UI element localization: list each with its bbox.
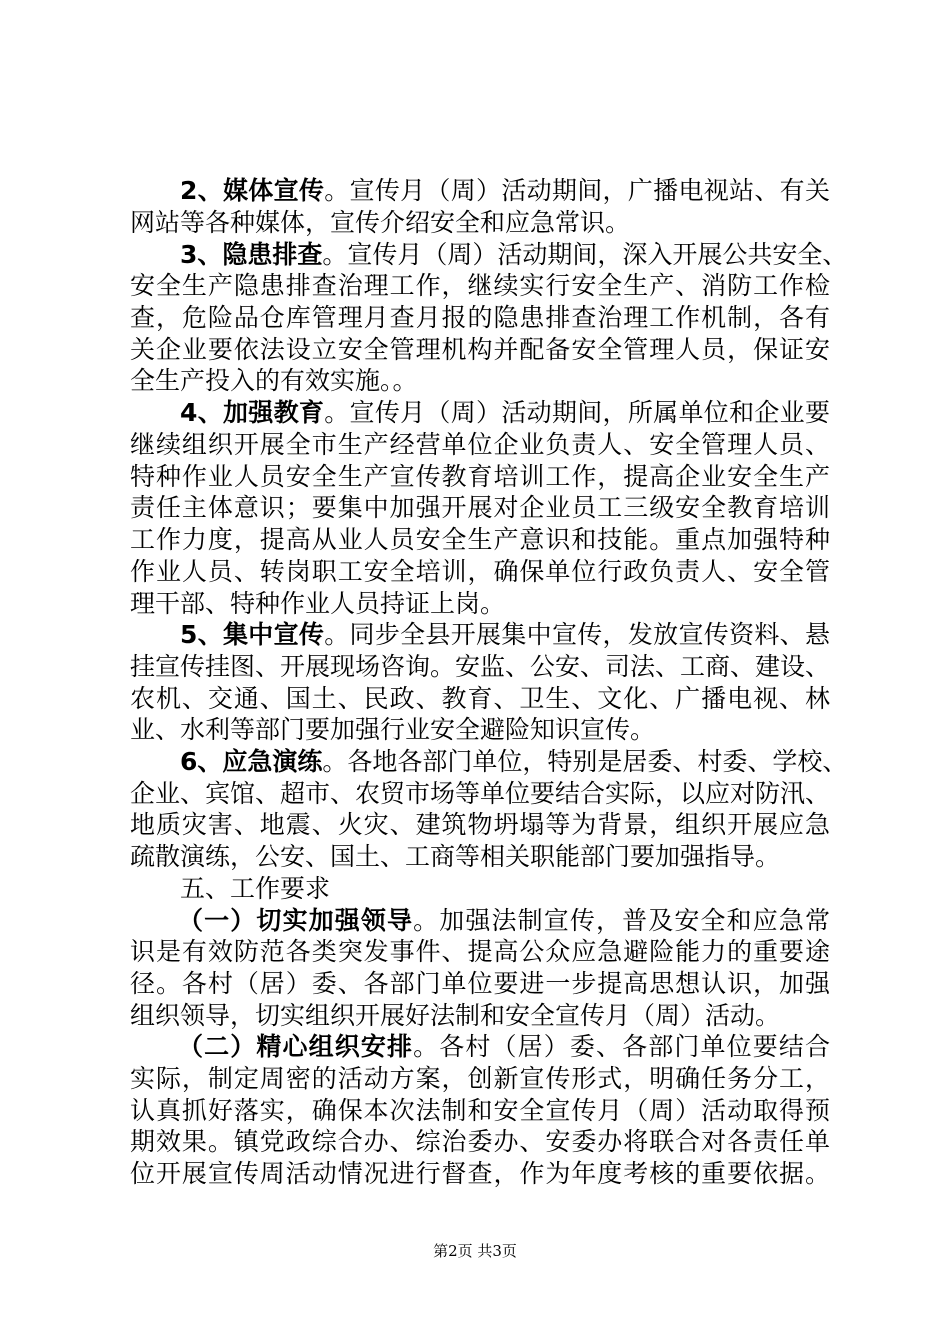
- paragraph-3-line-2: 安全生产隐患排查治理工作，继续实行安全生产、消防工作检: [130, 271, 830, 300]
- paragraph-2-heading: 2、媒体宣传: [180, 176, 325, 205]
- paragraph-6-line-3: 地质灾害、地震、火灾、建筑物坍塌等为背景，组织开展应急: [130, 810, 830, 839]
- paragraph-2-line-2: 网站等各种媒体，宣传介绍安全和应急常识。: [130, 208, 631, 237]
- paragraph-3-line-1: [180, 238, 848, 272]
- paragraph-4-line-7: 理干部、特种作业人员持证上岗。: [130, 589, 506, 618]
- paragraph-6-text: 。各地各部门单位，特别是居委、村委、学校、: [322, 747, 848, 776]
- paragraph-4-line-1: [180, 396, 830, 430]
- requirement-2-line-2: 实际，制定周密的活动方案，创新宣传形式，明确任务分工，: [130, 1064, 830, 1093]
- paragraph-6-line-4: 疏散演练，公安、国土、工商等相关职能部门要加强指导。: [130, 842, 781, 871]
- requirement-2-line-3: 认真抓好落实，确保本次法制和安全宣传月（周）活动取得预: [130, 1096, 830, 1125]
- paragraph-5-line-2: 挂宣传挂图、开展现场咨询。安监、公安、司法、工商、建设、: [130, 652, 831, 681]
- paragraph-4-line-3: 特种作业人员安全生产宣传教育培训工作，提高企业安全生产: [130, 462, 830, 491]
- paragraph-3-line-5: 全生产投入的有效实施。。: [130, 366, 418, 395]
- paragraph-5-text: 。同步全县开展集中宣传，发放宣传资料、悬: [324, 620, 830, 649]
- paragraph-2-line-1: [180, 174, 830, 208]
- paragraph-4-line-2: 继续组织开展全市生产经营单位企业负责人、安全管理人员、: [130, 430, 830, 459]
- paragraph-2-text: 。宣传月（周）活动期间，广播电视站、有关: [324, 176, 830, 205]
- requirement-2-line-5: 位开展宣传周活动情况进行督查，作为年度考核的重要依据。: [130, 1159, 830, 1188]
- requirement-1-heading: （一）切实加强领导: [178, 906, 414, 935]
- requirement-2-line-4: 期效果。镇党政综合办、综治委办、安委办将联合对各责任单: [130, 1127, 830, 1156]
- paragraph-6-line-2: 企业、宾馆、超市、农贸市场等单位要结合实际，以应对防汛、: [130, 779, 831, 808]
- requirement-2-heading: （二）精心组织安排: [178, 1032, 414, 1061]
- requirement-2-line-1: [178, 1030, 830, 1064]
- paragraph-5-heading: 5、集中宣传: [180, 620, 325, 649]
- paragraph-4-line-6: 作业人员、转岗职工安全培训，确保单位行政负责人、安全管: [130, 557, 830, 586]
- paragraph-4-line-5: 工作力度，提高从业人员安全生产意识和技能。重点加强特种: [130, 525, 830, 554]
- paragraph-5-line-3: 农机、交通、国土、民政、教育、卫生、文化、广播电视、林: [130, 684, 830, 713]
- paragraph-3-heading: 3、隐患排查: [180, 240, 323, 269]
- requirement-2-text: 。各村（居）委、各部门单位要结合: [413, 1032, 830, 1061]
- paragraph-6-line-1: [180, 745, 848, 779]
- paragraph-3-text: 。宣传月（周）活动期间，深入开展公共安全、: [322, 240, 848, 269]
- requirement-1-line-4: 组织领导，切实组织开展好法制和安全宣传月（周）活动。: [130, 1001, 781, 1030]
- requirement-1-line-1: [178, 904, 830, 938]
- page-number-footer: 第2页 共3页: [433, 1242, 517, 1260]
- requirement-1-line-2: 识是有效防范各类突发事件、提高公众应急避险能力的重要途: [130, 937, 830, 966]
- paragraph-4-text: 。宣传月（周）活动期间，所属单位和企业要: [324, 398, 830, 427]
- paragraph-6-heading: 6、应急演练: [180, 747, 323, 776]
- paragraph-4-heading: 4、加强教育: [180, 398, 325, 427]
- requirement-1-line-3: 径。各村（居）委、各部门单位要进一步提高思想认识，加强: [130, 969, 830, 998]
- section-5-title: 五、工作要求: [180, 874, 331, 903]
- requirement-1-text: 。加强法制宣传，普及安全和应急常: [413, 906, 830, 935]
- paragraph-3-line-4: 关企业要依法设立安全管理机构并配备安全管理人员，保证安: [130, 335, 830, 364]
- paragraph-5-line-4: 业、水利等部门要加强行业安全避险知识宣传。: [130, 715, 656, 744]
- paragraph-5-line-1: [180, 618, 830, 652]
- paragraph-4-line-4: 责任主体意识；要集中加强开展对企业员工三级安全教育培训: [130, 493, 830, 522]
- paragraph-3-line-3: 查，危险品仓库管理月查月报的隐患排查治理工作机制，各有: [130, 303, 830, 332]
